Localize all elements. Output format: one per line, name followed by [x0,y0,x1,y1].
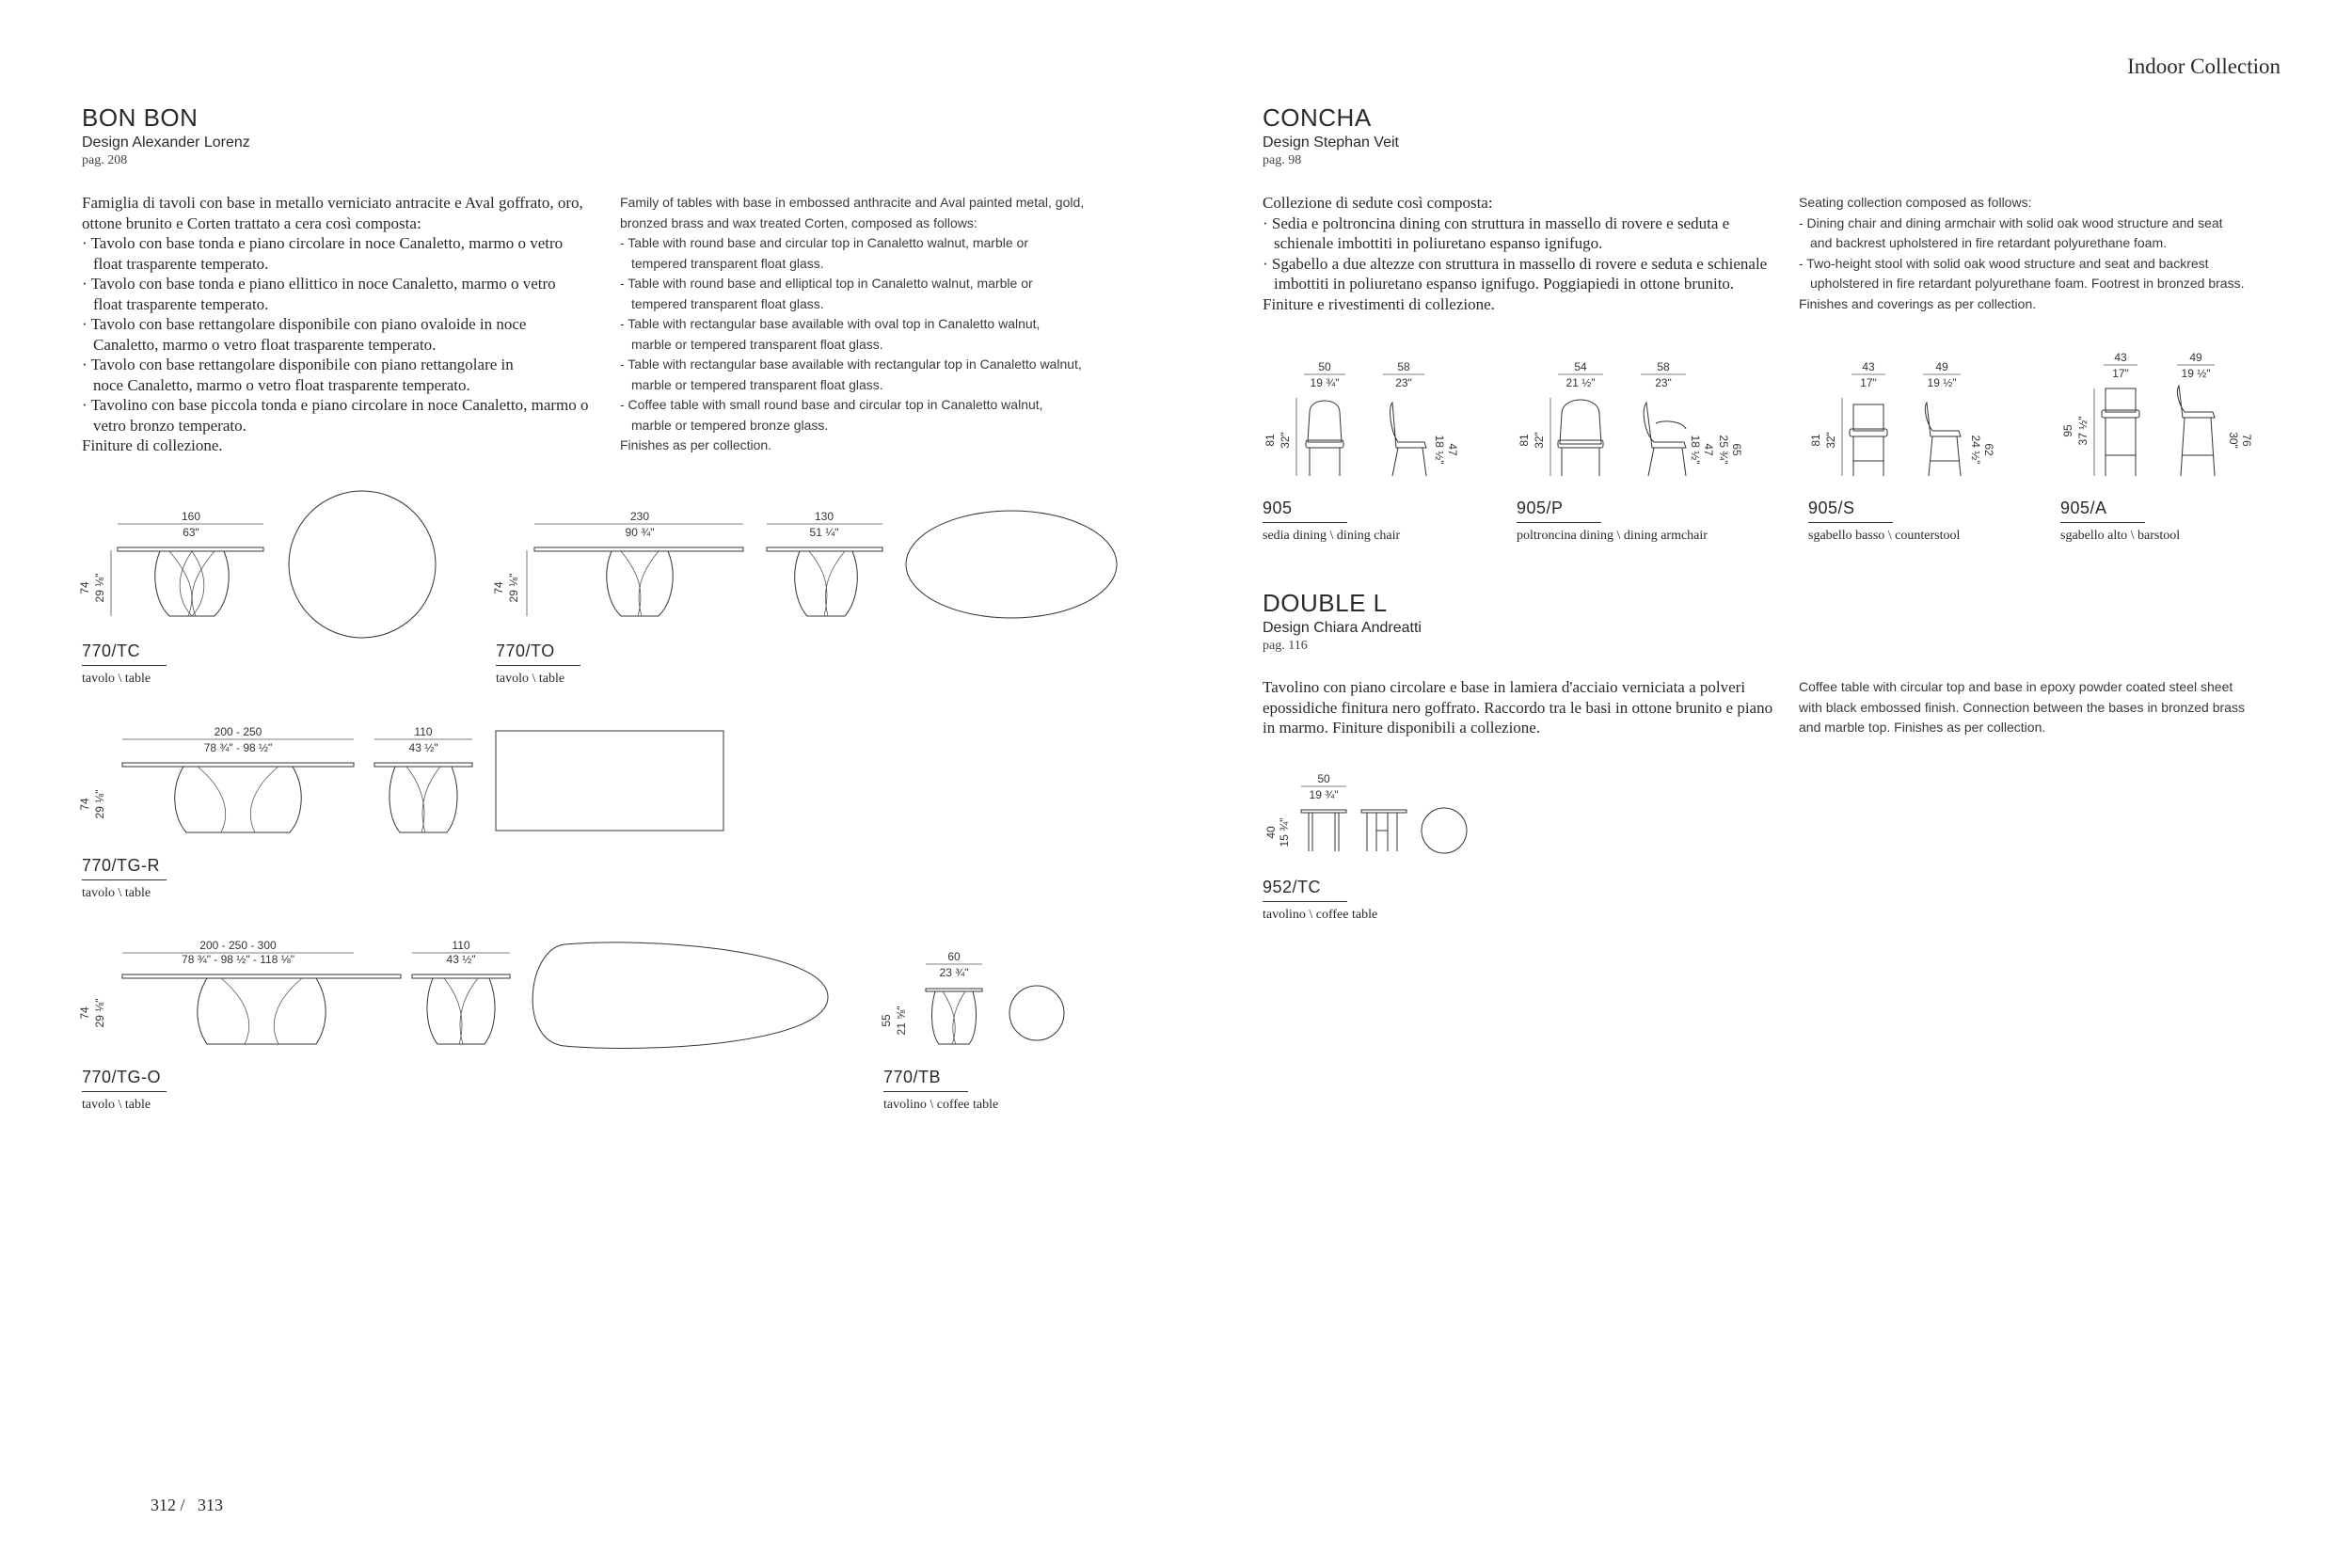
table-top [122,974,401,978]
dim-width: 50 [1318,360,1331,373]
dim-height: 74 [492,581,505,594]
product-905 [1263,499,1400,544]
chair-back [1308,401,1342,442]
table-top-plan [906,511,1117,618]
table-top-plan [496,731,723,831]
table-top [1301,810,1346,813]
dim-seat-height: 62 [1982,443,1995,456]
dim-depth-in: 43 ½" [446,953,476,966]
barstool-legs-side [2181,418,2215,476]
dim-depth-in: 19 ½" [2181,367,2211,380]
dim-width: 160 [181,510,201,523]
dim-seat-height: 47 [1702,443,1715,456]
text-line: · Tavolo con base tonda e piano ellittico in noce Canaletto, marmo o vetro [82,275,556,293]
stool-side [1925,403,1961,436]
product-caption: tavolino \ coffee table [1263,908,1378,922]
dim-seat-height-in: 30" [2227,432,2240,449]
product-code: 905/A [2060,499,2107,517]
page-numbers: 312 / 313 [151,1496,224,1514]
text-line: schienale imbottiti in poliuretano espanso ignifugo. [1274,234,1603,252]
dim-width-in: 17" [2112,367,2129,380]
concha-page-ref: pag. 98 [1263,153,1302,167]
text-line: Tavolino con piano circolare e base in lamiera d'acciaio verniciata a polveri [1263,678,1746,696]
base-pattern [169,551,215,616]
text-line: Coffee table with circular top and base in epoxy powder coated steel sheet [1799,679,2233,694]
table-top [122,763,354,767]
dim-depth: 49 [1935,360,1948,373]
chair-legs [1310,448,1340,476]
base-pattern [621,551,659,616]
concha-designer: Design Stephan Veit [1263,135,1399,150]
product-caption: tavolino \ coffee table [883,1098,999,1112]
doublel-page-ref: pag. 116 [1263,639,1308,653]
base-pattern [221,978,302,1044]
dim-height: 81 [1809,434,1822,447]
dim-width: 54 [1574,360,1587,373]
dim-width-in: 21 ½" [1565,376,1596,389]
product-905a [2060,499,2180,544]
text-line: - Table with rectangular base available with rectangular top in Canaletto walnut, [620,356,1082,372]
armchair-side [1644,403,1686,448]
text-line: · Tavolo con base rettangolare disponibile con piano ovaloide in noce [82,315,527,333]
text-line: ottone brunito e Corten trattato a cera così composta: [82,214,421,232]
armchair-905p-drawing [1515,356,1750,487]
product-code: 770/TO [496,641,555,660]
text-line: · Tavolo con base rettangolare disponibile con piano rettangolare in [82,356,514,373]
dim-height-in: 29 ⅛" [93,998,106,1028]
text-line: · Sgabello a due altezze con struttura in massello di rovere e seduta e schienale [1263,254,1768,273]
dim-height: 81 [1263,434,1277,447]
text-line: float trasparente temperato. [93,294,269,313]
dim-depth: 58 [1397,360,1410,373]
bonbon-title: BON BON [82,103,199,132]
table-base [155,551,229,616]
barstool-legs [2106,418,2136,476]
dim-seat-height: 47 [1446,443,1459,456]
dim-width-in: 19 ¾" [1309,788,1339,801]
text-line: float trasparente temperato. [93,254,269,273]
dim-width: 60 [947,950,961,963]
dim-width: 50 [1317,772,1330,785]
text-line: with black embossed finish. Connection between the bases in bronzed brass [1799,699,2245,715]
divider [1808,522,1893,523]
table-top-side [374,763,472,767]
product-code: 770/TG-O [82,1068,162,1086]
product-code: 952/TC [1263,878,1322,896]
product-code: 905/P [1517,499,1564,517]
product-770-tgo [82,1068,167,1113]
table-top-side [1361,810,1406,813]
text-line: bronzed brass and wax treated Corten, composed as follows: [620,214,977,230]
divider [2060,522,2145,523]
dim-height: 74 [78,1006,91,1020]
dim-width: 43 [2114,351,2127,364]
divider [883,1091,968,1092]
product-770-tc [82,641,167,687]
product-905p [1517,499,1708,544]
table-top-side [767,547,882,551]
table-top [534,547,743,551]
dim-depth: 58 [1657,360,1670,373]
base-pattern [406,767,440,832]
divider [1263,522,1347,523]
product-caption: tavolo \ table [82,1098,151,1112]
table-base [1309,813,1339,851]
product-770-tgr [82,856,167,901]
product-905s [1808,499,1960,544]
divider [1517,522,1601,523]
divider [496,665,580,666]
stool-back [1853,404,1883,431]
chair-side [1391,403,1426,448]
text-line: - Coffee table with small round base and circular top in Canaletto walnut, [620,397,1043,412]
dim-height-in: 32" [1533,432,1546,449]
text-line: noce Canaletto, marmo o vetro float trasparente temperato. [93,375,470,394]
dim-height: 95 [2061,424,2074,437]
dim-depth-in: 23" [1395,376,1412,389]
dim-width: 230 [629,510,650,523]
concha-description-en [1799,193,2244,314]
dim-height-in: 29 ⅛" [93,573,106,603]
doublel-designer: Design Chiara Andreatti [1263,620,1422,636]
dim-width-in: 78 ¾" - 98 ½" [203,741,273,754]
table-top [118,547,263,551]
coffee-table-952tc-drawing [1256,767,1482,861]
table-top-plan [1422,808,1467,853]
barstool-905a-drawing [2058,346,2275,487]
text-line: Famiglia di tavoli con base in metallo verniciato antracite e Aval goffrato, oro, [82,194,583,212]
barstool-seat [2102,410,2139,418]
dim-height-in: 29 ⅛" [93,789,106,819]
table-base [175,767,301,832]
dim-depth-in: 51 ¼" [809,526,839,539]
text-line: Seating collection composed as follows: [1799,195,2032,210]
text-line: upholstered in fire retardant polyurethane foam. Footrest in bronzed brass. [1810,276,2245,291]
product-caption: tavolo \ table [82,886,151,900]
text-line: Family of tables with base in embossed anthracite and Aval painted metal, gold, [620,195,1085,210]
text-line: Finiture e rivestimenti di collezione. [1263,294,1495,313]
concha-description-it [1263,193,1767,314]
dim-height-in: 15 ¾" [1278,817,1291,847]
table-top-side [412,974,510,978]
product-caption: sgabello basso \ counterstool [1808,529,1961,543]
dim-depth-in: 19 ½" [1927,376,1957,389]
dim-width-in: 78 ¾" - 98 ½" - 118 ⅛" [182,953,294,966]
stool-legs-side [1929,436,1961,476]
text-line: - Dining chair and dining armchair with solid oak wood structure and seat [1799,214,2223,230]
text-line: vetro bronzo temperato. [93,416,246,435]
dim-width: 43 [1862,360,1875,373]
text-line: · Tavolo con base tonda e piano circolare in noce Canaletto, marmo o vetro [82,234,564,252]
base-pattern [943,991,965,1044]
product-caption: sgabello alto \ barstool [2060,529,2181,543]
text-line: · Sedia e poltroncina dining con struttura in massello di rovere e seduta e [1263,214,1730,232]
dim-height: 74 [78,798,91,811]
dim-depth: 110 [452,939,470,952]
dim-seat-height-in: 18 ½" [1689,435,1702,465]
bonbon-designer: Design Alexander Lorenz [82,135,250,150]
text-line: Finishes and coverings as per collection. [1799,295,2037,311]
dim-width: 200 - 250 - 300 [199,939,277,952]
dim-height: 55 [880,1014,893,1027]
text-line: marble or tempered bronze glass. [631,417,829,433]
dim-width-in: 23 ¾" [939,966,969,979]
dim-width-in: 17" [1860,376,1877,389]
armchair-legs-side [1648,448,1686,476]
doublel-description-it [1263,677,1772,738]
dim-width-in: 63" [183,526,199,539]
text-line: Finishes as per collection. [620,437,772,452]
product-770-tb [883,1068,998,1113]
dim-height-in: 32" [1824,432,1837,449]
chair-905-drawing [1261,356,1486,487]
dim-depth: 110 [414,725,433,738]
dim-width-in: 19 ¾" [1310,376,1340,389]
text-line: tempered transparent float glass. [631,295,824,311]
text-line: marble or tempered transparent float glass. [631,336,883,352]
table-top-plan [1009,986,1064,1040]
text-line: Collezione di sedute così composta: [1263,194,1493,212]
dim-height-in: 37 ½" [2076,416,2090,446]
dim-height-in: 29 ⅛" [507,573,520,603]
table-770-to-drawing [489,489,1129,649]
text-line: - Table with round base and circular top in Canaletto walnut, marble or [620,235,1028,250]
dim-height-in: 21 ⅝" [895,1006,908,1036]
divider [82,665,167,666]
text-line: Finiture di collezione. [82,436,223,454]
dim-width-in: 90 ¾" [625,526,655,539]
divider [82,879,167,880]
table-top-plan [289,491,436,638]
product-code: 905 [1263,499,1293,517]
text-line: and marble top. Finishes as per collection. [1799,720,2046,735]
collection-header: Indoor Collection [2127,55,2280,78]
table-770-tb-drawing [877,945,1084,1058]
barstool-side [2177,386,2215,418]
product-code: 905/S [1808,499,1855,517]
product-caption: sedia dining \ dining chair [1263,529,1401,543]
text-line: in marmo. Finiture disponibili a collezione. [1263,719,1541,736]
dim-depth: 49 [2189,351,2202,364]
armchair-legs [1562,448,1599,476]
bonbon-description-en [620,193,1084,456]
dim-height: 74 [78,581,91,594]
base-pattern [198,767,278,832]
doublel-title: DOUBLE L [1263,589,1388,617]
text-line: tempered transparent float glass. [631,255,824,271]
table-base-side [1367,813,1397,851]
text-line: epossidiche finitura nero goffrato. Raccordo tra le basi in ottone brunito e piano [1263,698,1773,717]
dim-seat-height-in: 24 ½" [1969,435,1982,465]
dim-height: 81 [1518,434,1531,447]
dim-arm-height: 65 [1730,443,1743,456]
dim-depth: 130 [814,510,834,523]
counterstool-905s-drawing [1806,356,2013,487]
table-770-tc-drawing [75,489,395,649]
dim-depth-in: 23" [1655,376,1672,389]
text-line: - Two-height stool with solid oak wood structure and seat and backrest [1799,255,2209,271]
text-line: marble or tempered transparent float glass. [631,376,883,392]
stool-legs [1853,436,1883,476]
dim-height: 40 [1264,826,1278,839]
concha-title: CONCHA [1263,103,1372,132]
bonbon-description-it [82,193,589,456]
product-code: 770/TB [883,1068,942,1086]
dim-seat-height-in: 18 ½" [1433,435,1446,465]
chair-legs-side [1392,448,1426,476]
product-code: 770/TG-R [82,856,161,875]
text-line: - Table with round base and elliptical top in Canaletto walnut, marble or [620,276,1033,291]
table-base [198,978,326,1044]
dim-depth-in: 43 ½" [408,741,438,754]
barstool-back [2106,388,2136,412]
text-line: - Table with rectangular base available with oval top in Canaletto walnut, [620,316,1041,331]
divider [1263,901,1347,902]
product-770-to [496,641,580,687]
text-line: Canaletto, marmo o vetro float trasparente temperato. [93,335,437,354]
text-line: and backrest upholstered in fire retardant polyurethane foam. [1810,235,2168,250]
bonbon-page-ref: pag. 208 [82,153,128,167]
divider [82,1091,167,1092]
table-770-tgo-drawing [75,924,828,1065]
armchair-back [1560,400,1601,444]
chair-seat [1306,440,1343,448]
table-top-plan [532,942,828,1049]
base-pattern [444,978,478,1044]
base-pattern [809,551,845,616]
dim-seat-height: 76 [2240,434,2253,447]
product-code: 770/TC [82,641,141,660]
text-line: imbottiti in poliuretano espanso ignifugo. Poggiapiedi in ottone brunito. [1274,275,1735,293]
product-caption: poltroncina dining \ dining armchair [1517,529,1708,543]
table-770-tgr-drawing [75,710,734,851]
product-caption: tavolo \ table [496,672,565,686]
product-caption: tavolo \ table [82,672,151,686]
dim-arm-height-in: 25 ¾" [1717,435,1730,465]
stool-seat [1850,429,1887,436]
doublel-description-en [1799,677,2245,738]
product-952tc [1263,878,1377,923]
dim-height-in: 32" [1279,432,1292,449]
text-line: · Tavolino con base piccola tonda e piano circolare in noce Canaletto, marmo o [82,396,589,414]
dim-width: 200 - 250 [214,725,262,738]
